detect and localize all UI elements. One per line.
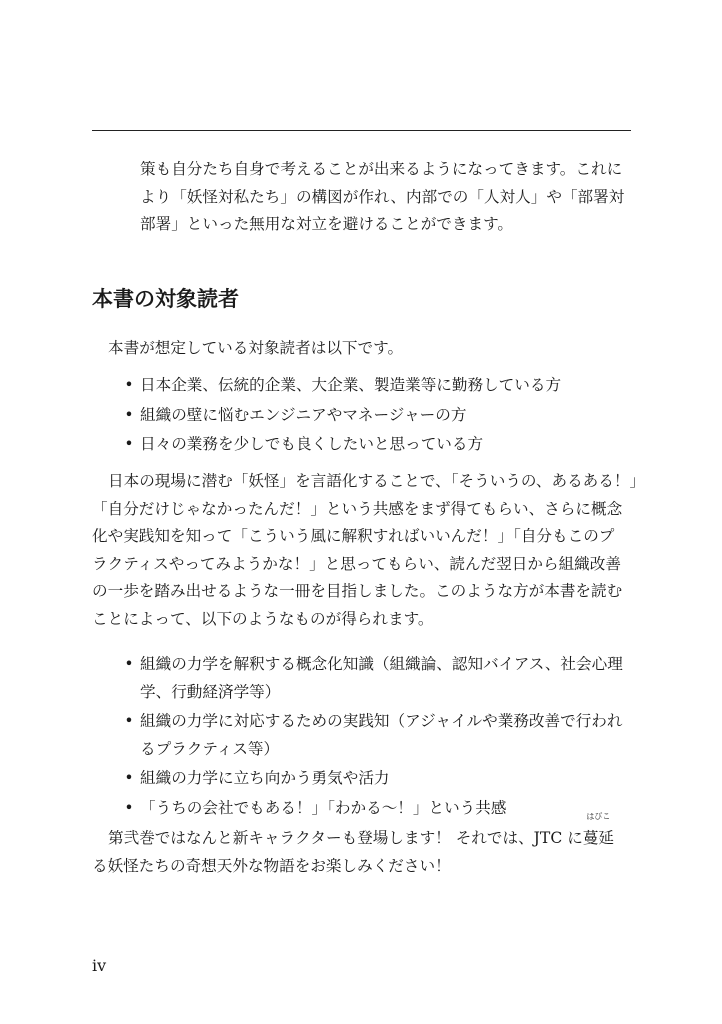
- bullet-icon: •: [124, 376, 134, 394]
- text-line: の一歩を踏み出せるような一冊を目指しました。このような方が本書を読む: [92, 582, 623, 600]
- intro-paragraph: 本書が想定している対象読者は以下です。: [108, 339, 404, 357]
- ruby-annotated-word: はびこ 蔓延: [582, 812, 615, 847]
- list-item: • 組織の壁に悩むエンジニアやマネージャーの方: [118, 402, 561, 430]
- bullet-icon: •: [124, 798, 134, 817]
- header-rule: [92, 130, 631, 131]
- benefits-list: [118, 651, 623, 824]
- text-line: 策も自分たち自身で考えることが出来るようになってきます。これに: [140, 160, 623, 178]
- bullet-icon: •: [124, 712, 134, 730]
- list-item: • 日本企業、伝統的企業、大企業、製造業等に勤務している方: [118, 372, 561, 400]
- list-item: • 日々の業務を少しでも良くしたいと思っている方: [118, 431, 561, 459]
- ruby-reading: はびこ: [586, 812, 611, 821]
- text-line: ラクティスやってみようかな！」と思ってもらい、読んだ翌日から組織改善: [92, 554, 621, 573]
- section-heading: 本書の対象読者: [92, 287, 239, 311]
- page-number: iv: [92, 956, 107, 975]
- text-line: 「自分だけじゃなかったんだ！」という共感をまず得てもらい、さらに概念: [92, 499, 623, 518]
- body-paragraph: [92, 468, 645, 633]
- text-line: 部署」といった無用な対立を避けることができます。: [140, 215, 514, 233]
- bullet-icon: •: [124, 769, 134, 787]
- bullet-icon: •: [124, 655, 134, 673]
- text-line: 第弐巻ではなんと新キャラクターも登場します！ それでは、JTC に はびこ 蔓延: [92, 825, 614, 853]
- text-line: 化や実践知を知って「こういう風に解釈すればいいんだ！」「自分もこのプ: [92, 527, 615, 545]
- text-line: 日本の現場に潜む「妖怪」を言語化することで、「そういうの、あるある！」: [108, 472, 646, 490]
- audience-list: [118, 372, 561, 461]
- text-line: より「妖怪対私たち」の構図が作れ、内部での「人対人」や「部署対: [140, 187, 625, 206]
- text-line: ことによって、以下のようなものが得られます。: [92, 609, 434, 628]
- continuation-paragraph: [140, 156, 624, 239]
- list-item: • 組織の力学に立ち向かう勇気や活力: [118, 765, 623, 793]
- bullet-icon: •: [124, 435, 134, 453]
- text-line: る妖怪たちの奇想天外な物語をお楽しみください！: [92, 856, 451, 875]
- list-item: • 「うちの会社でもある！」「わかる～！」という共感: [118, 795, 623, 823]
- list-item: • 組織の力学に対応するための実践知（アジャイルや業務改善で行われ るプラクティス等）: [118, 708, 623, 763]
- bullet-icon: •: [124, 405, 134, 424]
- list-item: • 組織の力学を解釈する概念化知識（組織論、認知バイアス、社会心理 学、行動経済学等）: [118, 651, 623, 706]
- closing-paragraph: [92, 812, 615, 880]
